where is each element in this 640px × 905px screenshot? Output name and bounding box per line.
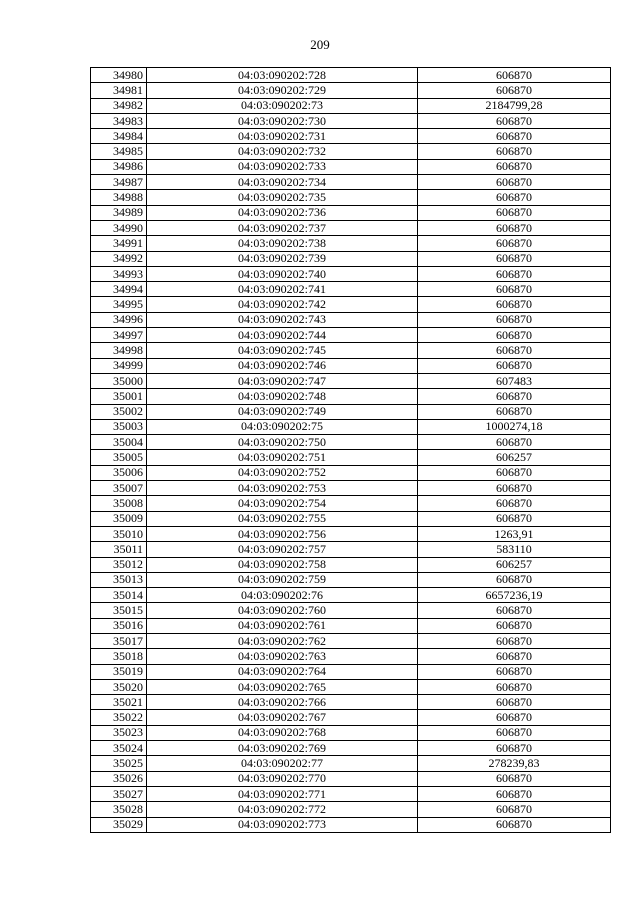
record-number-cell: 35002	[91, 404, 147, 419]
table-row	[91, 68, 611, 83]
cadastral-value-cell: 606870	[418, 741, 611, 756]
record-number-cell: 35025	[91, 756, 147, 771]
record-number-cell: 34996	[91, 312, 147, 327]
cadastral-value-cell: 606870	[418, 695, 611, 710]
table-row	[91, 404, 611, 419]
table-row	[91, 756, 611, 771]
cadastral-number-cell: 04:03:090202:750	[147, 435, 418, 450]
cadastral-number-cell: 04:03:090202:749	[147, 404, 418, 419]
cadastral-number-cell: 04:03:090202:767	[147, 710, 418, 725]
table-row	[91, 664, 611, 679]
cadastral-number-cell: 04:03:090202:758	[147, 557, 418, 572]
cadastral-number-cell: 04:03:090202:745	[147, 343, 418, 358]
table-row	[91, 557, 611, 572]
record-number-cell: 35012	[91, 557, 147, 572]
record-number-cell: 34990	[91, 220, 147, 235]
record-number-cell: 35021	[91, 695, 147, 710]
record-number-cell: 35023	[91, 725, 147, 740]
cadastral-value-cell: 606870	[418, 282, 611, 297]
cadastral-number-cell: 04:03:090202:75	[147, 419, 418, 434]
record-number-cell: 35015	[91, 603, 147, 618]
record-number-cell: 35020	[91, 679, 147, 694]
table-row	[91, 282, 611, 297]
record-number-cell: 35007	[91, 481, 147, 496]
record-number-cell: 35018	[91, 649, 147, 664]
cadastral-number-cell: 04:03:090202:752	[147, 465, 418, 480]
cadastral-number-cell: 04:03:090202:740	[147, 266, 418, 281]
cadastral-value-cell: 606870	[418, 113, 611, 128]
record-number-cell: 34987	[91, 175, 147, 190]
cadastral-number-cell: 04:03:090202:763	[147, 649, 418, 664]
record-number-cell: 35003	[91, 419, 147, 434]
cadastral-value-cell: 606870	[418, 633, 611, 648]
table-row	[91, 175, 611, 190]
registry-table	[90, 67, 611, 833]
cadastral-value-cell: 606870	[418, 664, 611, 679]
cadastral-value-cell: 606870	[418, 297, 611, 312]
record-number-cell: 34995	[91, 297, 147, 312]
record-number-cell: 35028	[91, 802, 147, 817]
cadastral-number-cell: 04:03:090202:764	[147, 664, 418, 679]
table-row	[91, 496, 611, 511]
record-number-cell: 34980	[91, 68, 147, 83]
cadastral-number-cell: 04:03:090202:765	[147, 679, 418, 694]
table-row	[91, 618, 611, 633]
record-number-cell: 34984	[91, 129, 147, 144]
cadastral-number-cell: 04:03:090202:773	[147, 817, 418, 832]
cadastral-value-cell: 606870	[418, 190, 611, 205]
record-number-cell: 34988	[91, 190, 147, 205]
record-number-cell: 35026	[91, 771, 147, 786]
table-row	[91, 113, 611, 128]
record-number-cell: 34997	[91, 328, 147, 343]
table-row	[91, 190, 611, 205]
cadastral-number-cell: 04:03:090202:760	[147, 603, 418, 618]
table-row	[91, 526, 611, 541]
table-row	[91, 481, 611, 496]
record-number-cell: 34993	[91, 266, 147, 281]
cadastral-value-cell: 606870	[418, 618, 611, 633]
cadastral-value-cell: 606257	[418, 450, 611, 465]
record-number-cell: 35005	[91, 450, 147, 465]
cadastral-value-cell: 606870	[418, 771, 611, 786]
cadastral-value-cell: 606870	[418, 266, 611, 281]
cadastral-number-cell: 04:03:090202:73	[147, 98, 418, 113]
cadastral-number-cell: 04:03:090202:755	[147, 511, 418, 526]
cadastral-number-cell: 04:03:090202:768	[147, 725, 418, 740]
cadastral-value-cell: 6657236,19	[418, 588, 611, 603]
record-number-cell: 35016	[91, 618, 147, 633]
cadastral-number-cell: 04:03:090202:757	[147, 542, 418, 557]
record-number-cell: 35024	[91, 741, 147, 756]
cadastral-value-cell: 606870	[418, 220, 611, 235]
cadastral-number-cell: 04:03:090202:738	[147, 236, 418, 251]
table-row	[91, 603, 611, 618]
record-number-cell: 35013	[91, 572, 147, 587]
cadastral-number-cell: 04:03:090202:754	[147, 496, 418, 511]
cadastral-number-cell: 04:03:090202:736	[147, 205, 418, 220]
cadastral-number-cell: 04:03:090202:734	[147, 175, 418, 190]
cadastral-value-cell: 606870	[418, 481, 611, 496]
table-row	[91, 251, 611, 266]
cadastral-number-cell: 04:03:090202:733	[147, 159, 418, 174]
cadastral-value-cell: 1263,91	[418, 526, 611, 541]
record-number-cell: 35027	[91, 786, 147, 801]
cadastral-number-cell: 04:03:090202:735	[147, 190, 418, 205]
table-row	[91, 144, 611, 159]
cadastral-value-cell: 606870	[418, 251, 611, 266]
cadastral-number-cell: 04:03:090202:76	[147, 588, 418, 603]
record-number-cell: 35006	[91, 465, 147, 480]
cadastral-number-cell: 04:03:090202:742	[147, 297, 418, 312]
cadastral-value-cell: 606870	[418, 68, 611, 83]
cadastral-number-cell: 04:03:090202:737	[147, 220, 418, 235]
cadastral-value-cell: 606870	[418, 786, 611, 801]
cadastral-value-cell: 607483	[418, 373, 611, 388]
cadastral-value-cell: 606870	[418, 511, 611, 526]
cadastral-number-cell: 04:03:090202:77	[147, 756, 418, 771]
cadastral-value-cell: 606870	[418, 159, 611, 174]
record-number-cell: 34986	[91, 159, 147, 174]
cadastral-value-cell: 606870	[418, 129, 611, 144]
record-number-cell: 35001	[91, 389, 147, 404]
cadastral-number-cell: 04:03:090202:770	[147, 771, 418, 786]
table-row	[91, 450, 611, 465]
cadastral-number-cell: 04:03:090202:756	[147, 526, 418, 541]
cadastral-value-cell: 606870	[418, 817, 611, 832]
cadastral-number-cell: 04:03:090202:753	[147, 481, 418, 496]
table-row	[91, 741, 611, 756]
record-number-cell: 35009	[91, 511, 147, 526]
record-number-cell: 35017	[91, 633, 147, 648]
cadastral-value-cell: 606870	[418, 679, 611, 694]
cadastral-value-cell: 606870	[418, 83, 611, 98]
cadastral-number-cell: 04:03:090202:731	[147, 129, 418, 144]
cadastral-value-cell: 606870	[418, 175, 611, 190]
table-row	[91, 343, 611, 358]
cadastral-value-cell: 606870	[418, 496, 611, 511]
cadastral-value-cell: 606870	[418, 312, 611, 327]
cadastral-value-cell: 606870	[418, 435, 611, 450]
table-row	[91, 297, 611, 312]
table-row	[91, 358, 611, 373]
cadastral-value-cell: 606870	[418, 802, 611, 817]
cadastral-value-cell: 606870	[418, 710, 611, 725]
table-row	[91, 419, 611, 434]
table-row	[91, 328, 611, 343]
table-row	[91, 220, 611, 235]
cadastral-number-cell: 04:03:090202:743	[147, 312, 418, 327]
table-row	[91, 725, 611, 740]
table-row	[91, 695, 611, 710]
table-row	[91, 802, 611, 817]
table-row	[91, 129, 611, 144]
record-number-cell: 34992	[91, 251, 147, 266]
cadastral-value-cell: 606870	[418, 404, 611, 419]
record-number-cell: 35010	[91, 526, 147, 541]
table-row	[91, 98, 611, 113]
record-number-cell: 34983	[91, 113, 147, 128]
cadastral-number-cell: 04:03:090202:769	[147, 741, 418, 756]
cadastral-number-cell: 04:03:090202:751	[147, 450, 418, 465]
table-row	[91, 633, 611, 648]
cadastral-number-cell: 04:03:090202:746	[147, 358, 418, 373]
record-number-cell: 35011	[91, 542, 147, 557]
cadastral-value-cell: 606870	[418, 465, 611, 480]
record-number-cell: 35008	[91, 496, 147, 511]
cadastral-value-cell: 606870	[418, 144, 611, 159]
cadastral-number-cell: 04:03:090202:739	[147, 251, 418, 266]
table-row	[91, 435, 611, 450]
table-row	[91, 159, 611, 174]
table-row	[91, 205, 611, 220]
cadastral-value-cell: 606870	[418, 603, 611, 618]
cadastral-number-cell: 04:03:090202:744	[147, 328, 418, 343]
table-row	[91, 771, 611, 786]
cadastral-value-cell: 583110	[418, 542, 611, 557]
cadastral-value-cell: 606870	[418, 389, 611, 404]
cadastral-value-cell: 606257	[418, 557, 611, 572]
cadastral-number-cell: 04:03:090202:747	[147, 373, 418, 388]
cadastral-value-cell: 606870	[418, 205, 611, 220]
record-number-cell: 35004	[91, 435, 147, 450]
cadastral-value-cell: 606870	[418, 343, 611, 358]
record-number-cell: 34999	[91, 358, 147, 373]
cadastral-value-cell: 606870	[418, 725, 611, 740]
table-row	[91, 817, 611, 832]
cadastral-value-cell: 606870	[418, 236, 611, 251]
table-row	[91, 786, 611, 801]
table-row	[91, 373, 611, 388]
record-number-cell: 34982	[91, 98, 147, 113]
table-row	[91, 312, 611, 327]
cadastral-value-cell: 2184799,28	[418, 98, 611, 113]
cadastral-number-cell: 04:03:090202:759	[147, 572, 418, 587]
table-row	[91, 572, 611, 587]
table-row	[91, 588, 611, 603]
record-number-cell: 34991	[91, 236, 147, 251]
cadastral-number-cell: 04:03:090202:762	[147, 633, 418, 648]
cadastral-value-cell: 606870	[418, 358, 611, 373]
cadastral-number-cell: 04:03:090202:732	[147, 144, 418, 159]
record-number-cell: 35022	[91, 710, 147, 725]
table-row	[91, 511, 611, 526]
cadastral-number-cell: 04:03:090202:728	[147, 68, 418, 83]
table-row	[91, 236, 611, 251]
registry-table-body	[91, 68, 611, 833]
record-number-cell: 34989	[91, 205, 147, 220]
cadastral-value-cell: 606870	[418, 572, 611, 587]
cadastral-number-cell: 04:03:090202:761	[147, 618, 418, 633]
record-number-cell: 34981	[91, 83, 147, 98]
record-number-cell: 35029	[91, 817, 147, 832]
table-row	[91, 465, 611, 480]
table-row	[91, 83, 611, 98]
record-number-cell: 34985	[91, 144, 147, 159]
table-row	[91, 266, 611, 281]
cadastral-number-cell: 04:03:090202:730	[147, 113, 418, 128]
page-number: 209	[310, 37, 330, 52]
table-row	[91, 679, 611, 694]
cadastral-number-cell: 04:03:090202:771	[147, 786, 418, 801]
table-row	[91, 649, 611, 664]
record-number-cell: 35014	[91, 588, 147, 603]
cadastral-value-cell: 606870	[418, 649, 611, 664]
record-number-cell: 35000	[91, 373, 147, 388]
cadastral-number-cell: 04:03:090202:748	[147, 389, 418, 404]
table-row	[91, 542, 611, 557]
cadastral-number-cell: 04:03:090202:766	[147, 695, 418, 710]
cadastral-number-cell: 04:03:090202:741	[147, 282, 418, 297]
record-number-cell: 34998	[91, 343, 147, 358]
cadastral-number-cell: 04:03:090202:772	[147, 802, 418, 817]
cadastral-value-cell: 1000274,18	[418, 419, 611, 434]
table-row	[91, 389, 611, 404]
cadastral-number-cell: 04:03:090202:729	[147, 83, 418, 98]
table-row	[91, 710, 611, 725]
cadastral-value-cell: 606870	[418, 328, 611, 343]
cadastral-value-cell: 278239,83	[418, 756, 611, 771]
record-number-cell: 34994	[91, 282, 147, 297]
record-number-cell: 35019	[91, 664, 147, 679]
